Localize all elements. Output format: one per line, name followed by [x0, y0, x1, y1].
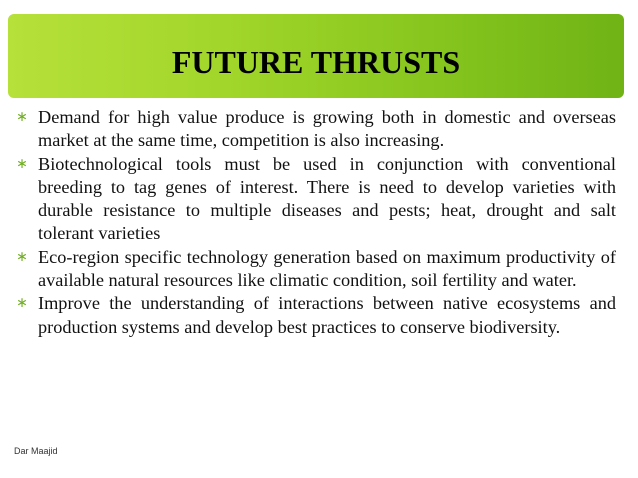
bullet-text: Improve the understanding of interactions between native ecosystems and production systems and develop best practices to conserve biodiversity.: [38, 293, 616, 337]
asterisk-bullet-icon: ∗: [16, 155, 28, 172]
bullet-item: [12, 246, 616, 293]
bullet-item: [12, 292, 616, 339]
bullet-text: Eco-region specific technology generation based on maximum productivity of available natural resources like climatic condition, soil fertility and water.: [38, 246, 616, 291]
bullet-item: [12, 106, 616, 153]
bullet-list: [12, 106, 616, 339]
title-banner: [8, 14, 624, 98]
bullet-item: [12, 153, 616, 246]
footer-author: Dar Maajid: [14, 446, 58, 456]
bullet-text: Demand for high value produce is growing both in domestic and overseas market at the same time, competition is also increasing.: [38, 107, 616, 151]
asterisk-bullet-icon: ∗: [16, 295, 28, 312]
asterisk-bullet-icon: ∗: [16, 109, 28, 125]
slide-title: FUTURE THRUSTS: [171, 44, 461, 80]
bullet-text: Biotechnological tools must be used in conjunction with conventional breeding to tag genes of interest. There is need to develop varieties with durable resistance to multiple diseases and pests; heat, drought and salt tolerant varieties: [38, 153, 616, 244]
asterisk-bullet-icon: ∗: [16, 248, 28, 265]
